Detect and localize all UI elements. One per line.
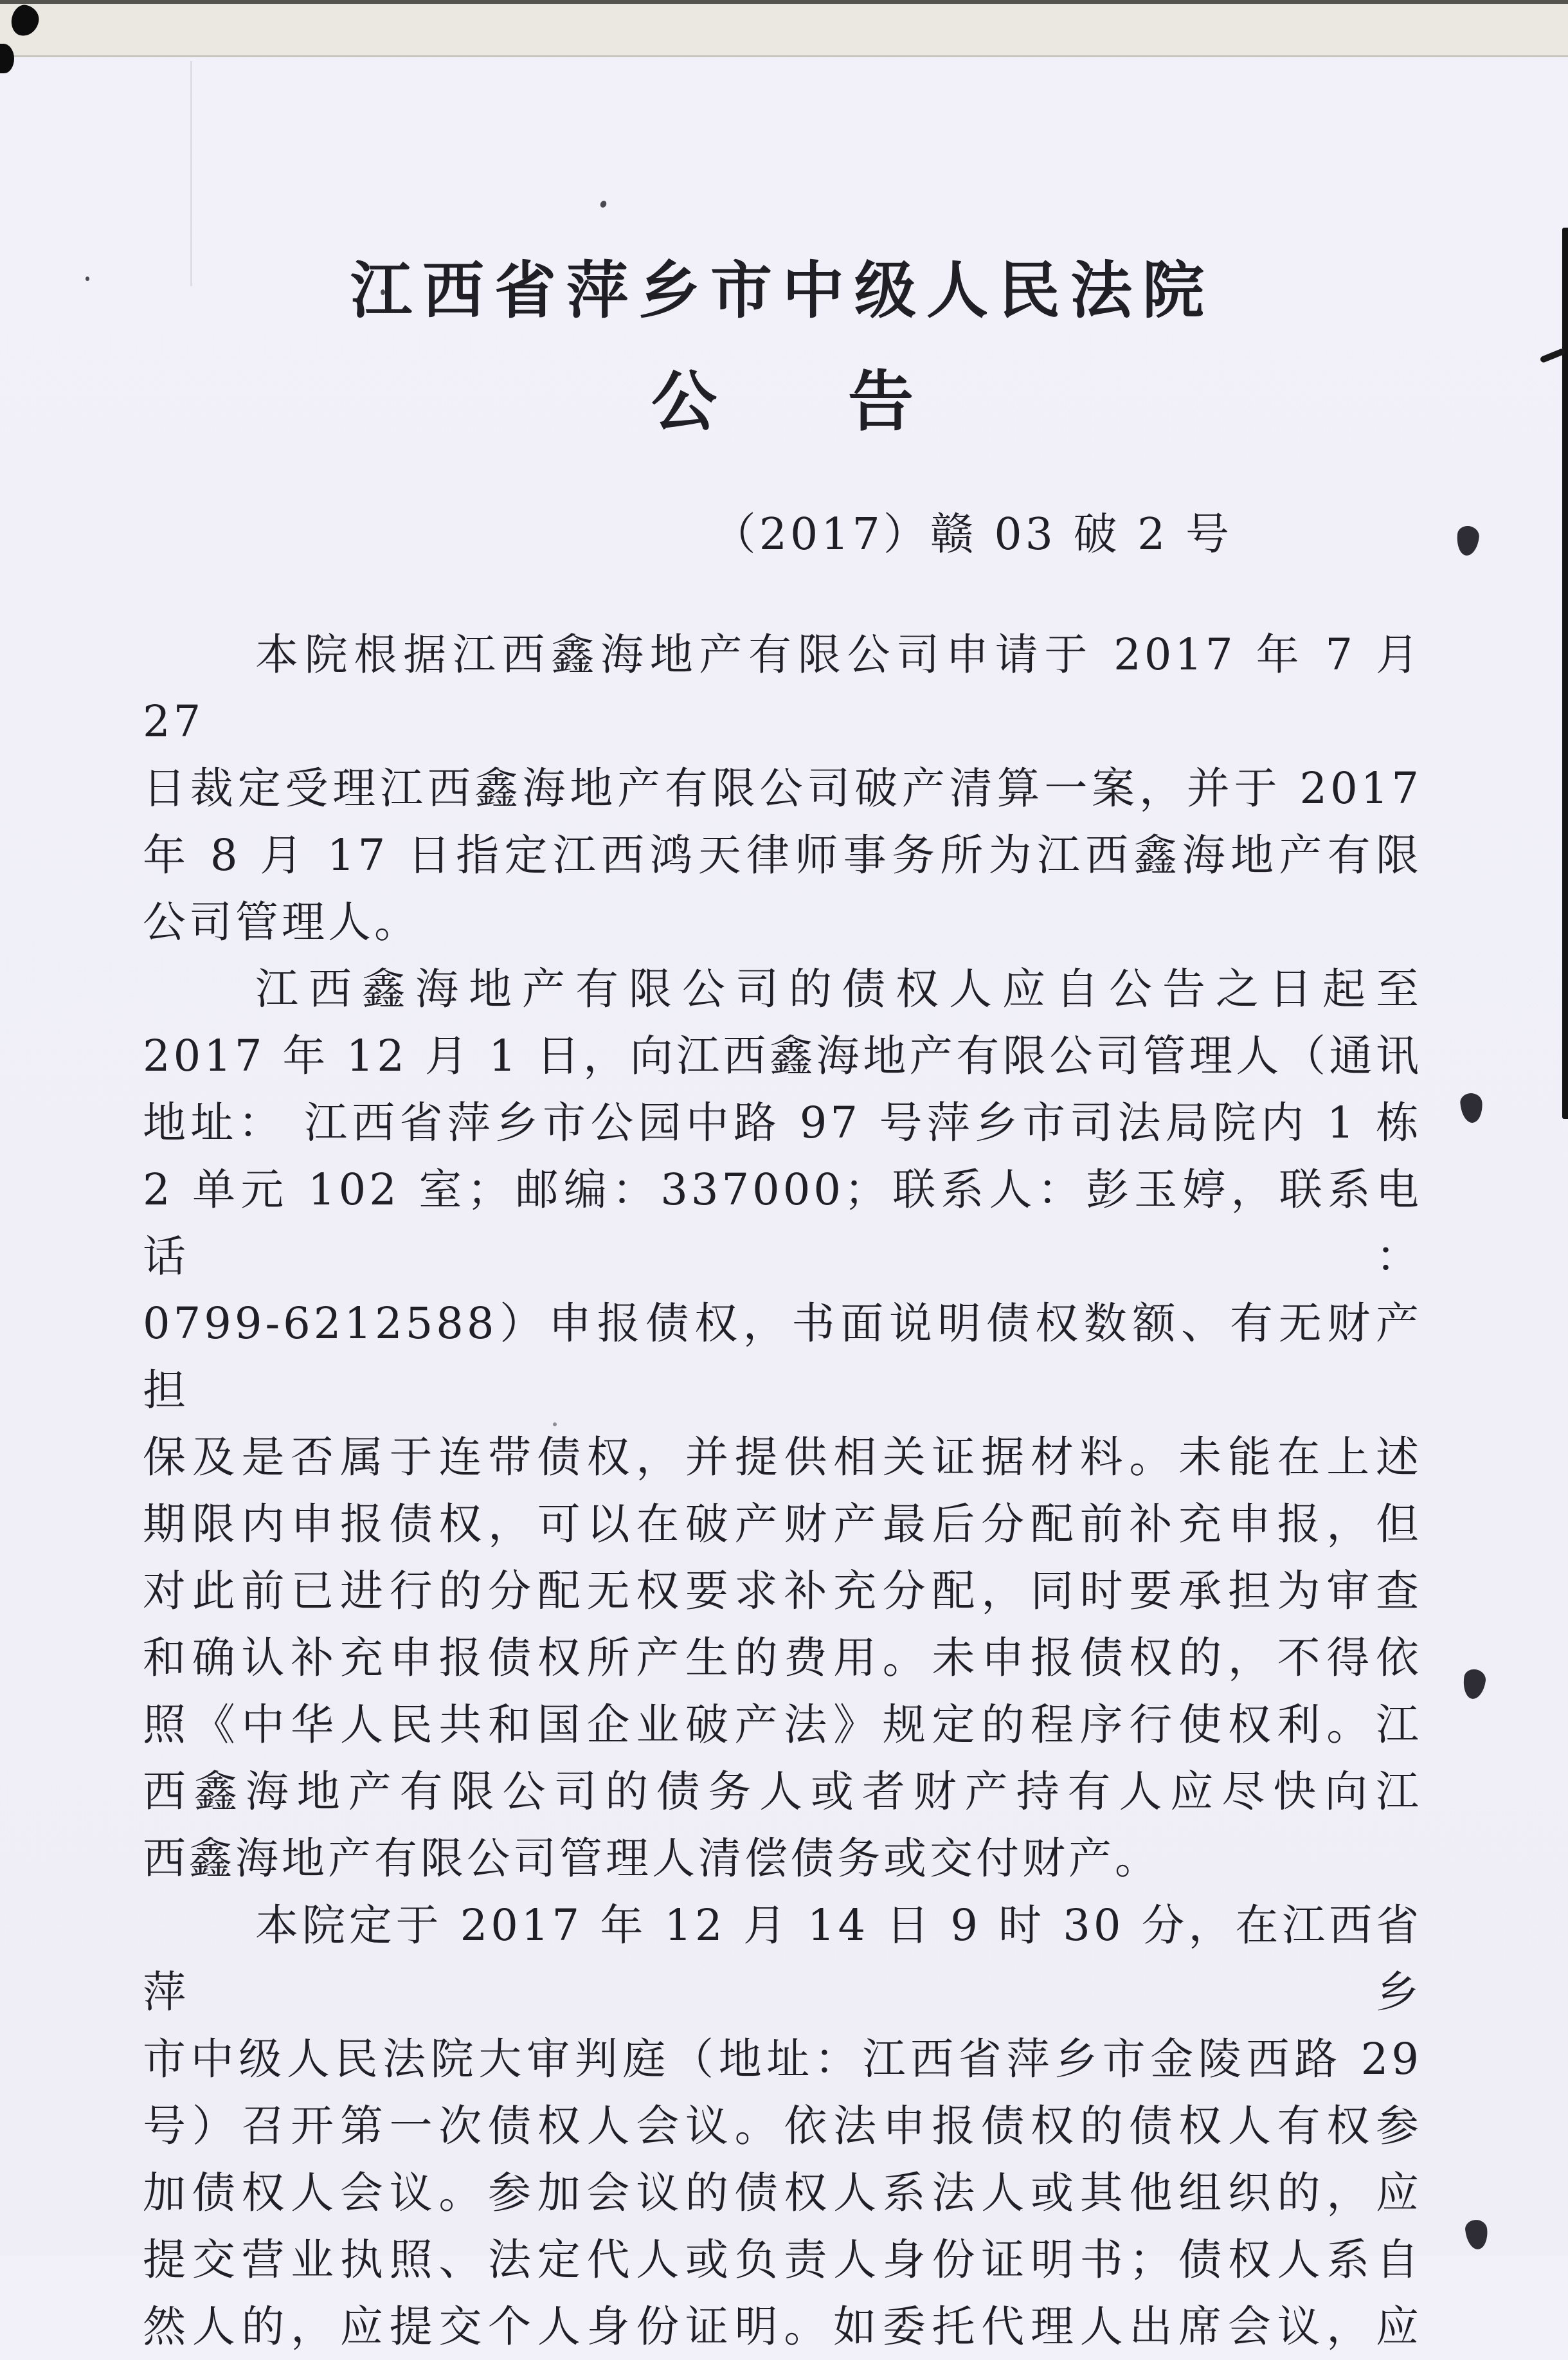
body-line: 地址： 江西省萍乡市公园中路 97 号萍乡市司法局院内 1 栋 <box>143 1098 1422 1148</box>
ink-blob-artifact <box>1459 1093 1483 1123</box>
body-line: 和确认补充申报债权所产生的费用。未申报债权的，不得依 <box>143 1633 1422 1683</box>
body-line: 年 8 月 17 日指定江西鸿天律师事务所为江西鑫海地产有限 <box>143 830 1422 880</box>
body-line: 本院定于 2017 年 12 月 14 日 9 时 30 分，在江西省萍乡 <box>143 1900 1422 2017</box>
paper-fold-line <box>190 61 192 286</box>
body-line: 然人的，应提交个人身份证明。如委托代理人出席会议，应 <box>143 2301 1422 2352</box>
body-line: 提交营业执照、法定代人或负责人身份证明书；债权人系自 <box>143 2235 1422 2285</box>
body-line: 西鑫海地产有限公司管理人清偿债务或交付财产。 <box>143 1833 1161 1883</box>
body-line: 本院根据江西鑫海地产有限公司申请于 2017 年 7 月 27 <box>143 630 1422 747</box>
ink-blob-artifact <box>1455 525 1481 556</box>
body-line: 保及是否属于连带债权，并提供相关证据材料。未能在上述 <box>143 1432 1422 1482</box>
dust-speck <box>599 199 608 208</box>
body-line: 0799-6212588）申报债权，书面说明债权数额、有无财产担 <box>143 1298 1422 1415</box>
body-line: 对此前已进行的分配无权要求补充分配，同时要承担为审查 <box>143 1566 1422 1616</box>
ink-blob-artifact <box>1461 1668 1487 1700</box>
body-line: 市中级人民法院大审判庭（地址：江西省萍乡市金陵西路 29 <box>143 2034 1422 2084</box>
body-line: 公司管理人。 <box>143 897 420 947</box>
scanner-band-shadow <box>0 55 1568 57</box>
body-line: 期限内申报债权，可以在破产财产最后分配前补充申报，但 <box>143 1499 1422 1549</box>
body-line: 日裁定受理江西鑫海地产有限公司破产清算一案，并于 2017 <box>143 763 1422 813</box>
announcement-body <box>143 621 1422 2360</box>
body-line: 号）召开第一次债权人会议。依法申报债权的债权人有权参 <box>143 2101 1422 2151</box>
body-line: 2 单元 102 室；邮编：337000；联系人：彭玉婷，联系电话： <box>143 1165 1422 1282</box>
scanner-top-band <box>0 4 1568 55</box>
scan-right-edge-strip <box>1562 228 1568 1119</box>
body-line: 江西鑫海地产有限公司的债权人应自公告之日起至 <box>255 964 1422 1014</box>
body-line: 2017 年 12 月 1 日，向江西鑫海地产有限公司管理人（通讯 <box>143 1031 1422 1081</box>
body-line: 西鑫海地产有限公司的债务人或者财产持有人应尽快向江 <box>143 1766 1422 1817</box>
case-number: （2017）赣 03 破 2 号 <box>712 509 1232 560</box>
body-line: 加债权人会议。参加会议的债权人系法人或其他组织的，应 <box>143 2168 1422 2218</box>
court-name-title: 江西省萍乡市中级人民法院 <box>350 254 1214 327</box>
body-line: 照《中华人民共和国企业破产法》规定的程序行使权利。江 <box>143 1700 1422 1750</box>
dust-speck <box>86 277 89 281</box>
announcement-title: 公 告 <box>651 363 914 440</box>
ink-blob-artifact <box>1464 2219 1490 2250</box>
